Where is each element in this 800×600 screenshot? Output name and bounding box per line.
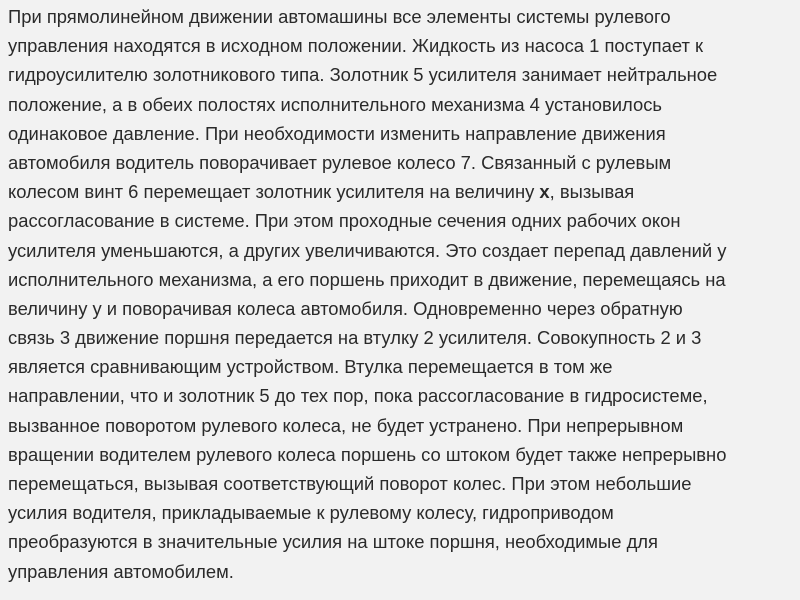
text-line-11: величину у и поворачивая колеса автомобиля. Одновременно через обратную [8,297,683,319]
text-line-19: преобразуются в значительные усилия на штоке поршня, необходимые для [8,531,659,553]
text-line-3: гидроусилителю золотникового типа. Золотник 5 усилителя занимает нейтральное [8,64,718,86]
text-line-7 [8,177,798,206]
text-line-4: положение, а в обеих полостях исполнительного механизма 4 установилось [8,93,662,115]
text-line-10: исполнительного механизма, а его поршень приходит в движение, перемещаясь на [8,268,726,290]
text-line-18: усилия водителя, прикладываемые к рулевому колесу, гидроприводом [8,502,614,524]
text-line-2: управления находятся в исходном положении. Жидкость из насоса 1 поступает к [8,35,704,57]
text-line-16: вращении водителем рулевого колеса поршень со штоком будет также непрерывно [8,443,727,465]
text-line-12: связь 3 движение поршня передается на втулку 2 усилителя. Совокупность 2 и 3 [8,327,702,349]
text-line-7-end: , вызывая [549,181,635,203]
text-line-6: автомобиля водитель поворачивает рулевое колесо 7. Связанный с рулевым [8,151,672,173]
text-line-14: направлении, что и золотник 5 до тех пор, пока рассогласование в гидросистеме, [8,385,708,407]
text-line-1: При прямолинейном движении автомашины все элементы системы рулевого [8,6,671,27]
text-line-7-start: колесом винт 6 перемещает золотник усилителя на величину [8,181,540,203]
body-paragraph [8,2,798,586]
text-line-5: одинаковое давление. При необходимости изменить направление движения [8,122,666,144]
text-line-20: управления автомобилем. [8,560,234,582]
text-line-9: усилителя уменьшаются, а других увеличиваются. Это создает перепад давлений у [8,239,727,261]
text-line-17: перемещаться, вызывая соответствующий поворот колес. При этом небольшие [8,473,692,494]
text-line-8: рассогласование в системе. При этом проходные сечения одних рабочих окон [8,210,681,232]
variable-x: x [539,181,550,203]
text-line-13: является сравнивающим устройством. Втулка перемещается в том же [8,356,613,378]
text-line-15: вызванное поворотом рулевого колеса, не будет устранено. При непрерывном [8,414,684,436]
